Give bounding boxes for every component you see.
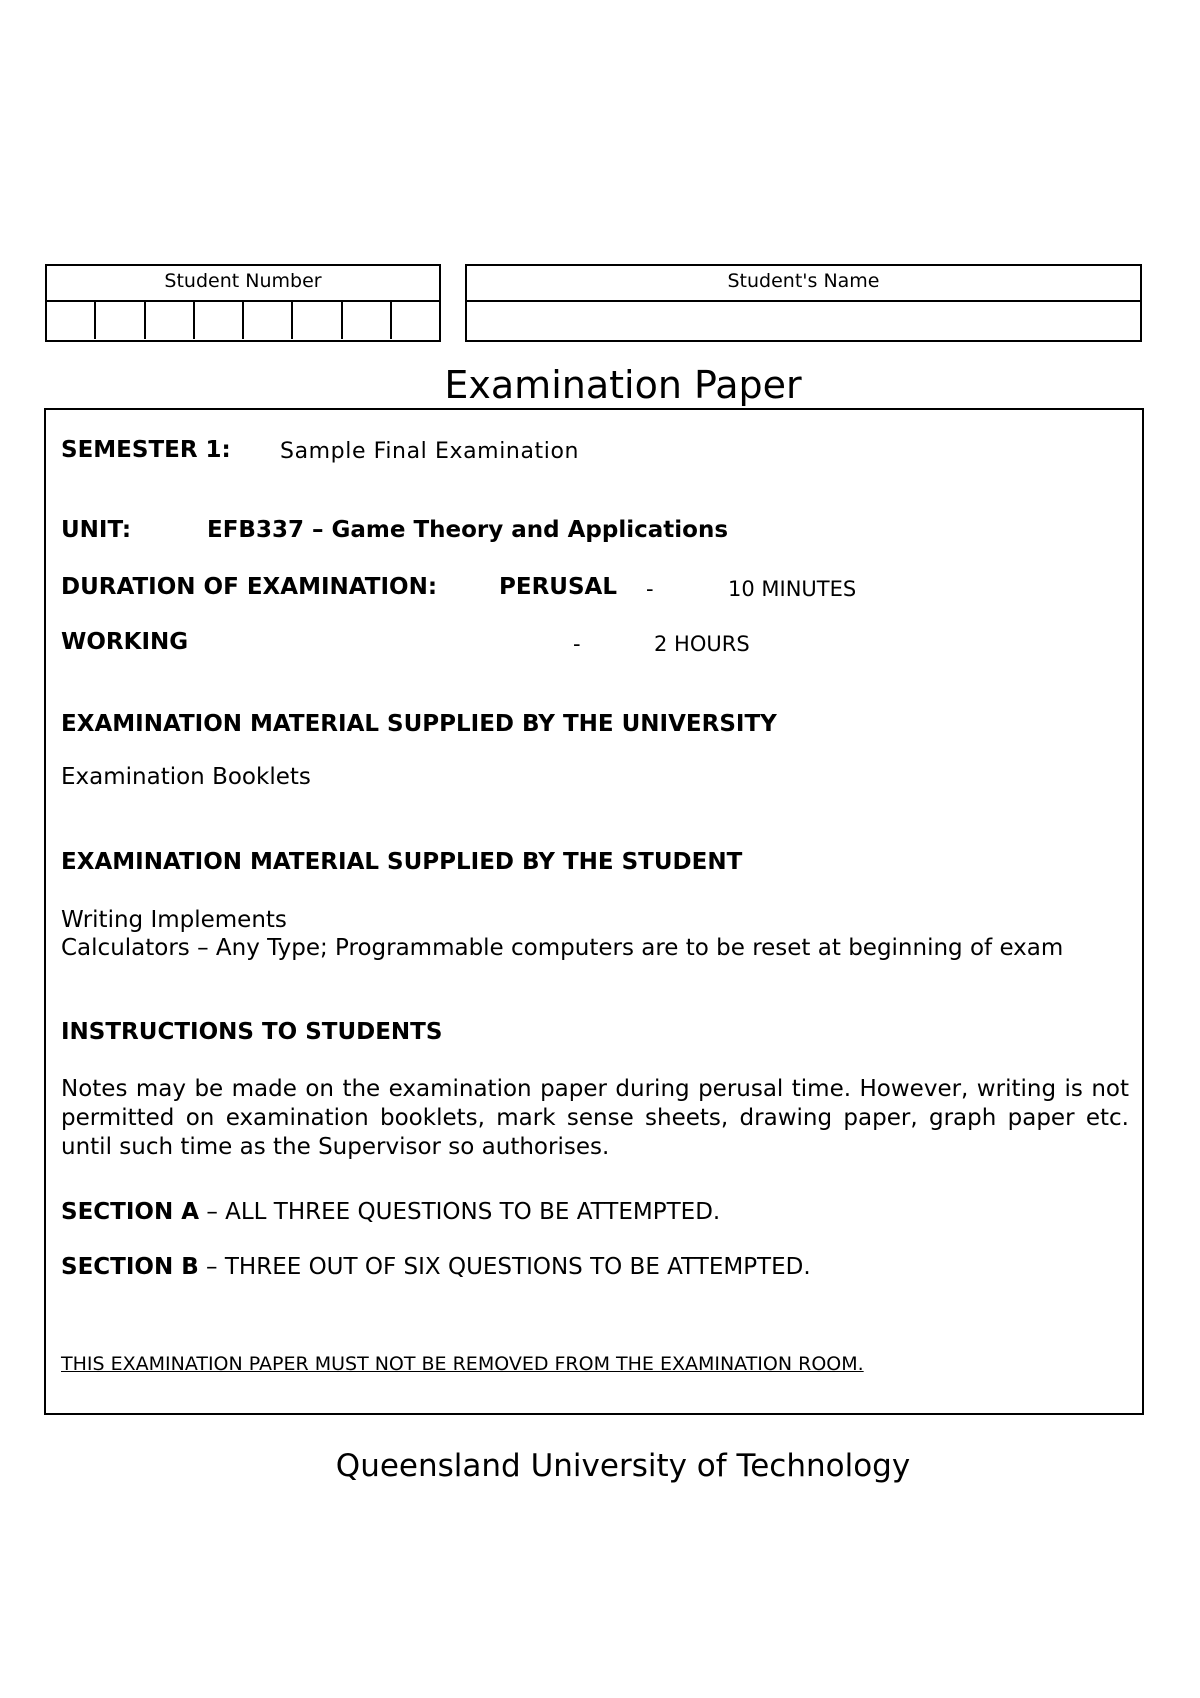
university-material-item: Examination Booklets — [61, 764, 311, 790]
semester-value: Sample Final Examination — [280, 439, 580, 464]
student-material-item: Writing Implements — [61, 907, 287, 933]
student-name-field-row — [467, 302, 1140, 339]
section-b-label: SECTION B — [61, 1254, 199, 1280]
student-number-label: Student Number — [47, 266, 439, 302]
instructions-heading: INSTRUCTIONS TO STUDENTS — [61, 1019, 443, 1045]
student-number-cells — [47, 302, 439, 339]
working-value: 2 HOURS — [654, 632, 750, 656]
student-number-digit-4[interactable] — [195, 302, 244, 339]
student-name-box — [465, 264, 1142, 342]
student-number-box — [45, 264, 441, 342]
semester-row — [61, 436, 231, 464]
working-dash: - — [573, 632, 581, 656]
student-number-digit-6[interactable] — [293, 302, 342, 339]
unit-row — [61, 516, 131, 544]
unit-value: EFB337 – Game Theory and Applications — [207, 517, 729, 543]
unit-label: UNIT: — [61, 517, 132, 543]
student-name-label: Student's Name — [467, 266, 1140, 302]
removal-warning: THIS EXAMINATION PAPER MUST NOT BE REMOVED FROM THE EXAMINATION ROOM. — [61, 1353, 864, 1375]
working-row — [61, 628, 188, 656]
section-a-label: SECTION A — [61, 1199, 200, 1225]
section-b-text: – THREE OUT OF SIX QUESTIONS TO BE ATTEMPTED. — [198, 1254, 811, 1280]
university-materials-heading: EXAMINATION MATERIAL SUPPLIED BY THE UNIVERSITY — [61, 711, 777, 737]
student-number-digit-8[interactable] — [392, 302, 439, 339]
student-material-item: Calculators – Any Type; Programmable computers are to be reset at beginning of exam — [61, 935, 1064, 961]
working-label: WORKING — [61, 629, 189, 655]
duration-row — [61, 573, 437, 601]
semester-label: SEMESTER 1: — [61, 437, 231, 463]
section-b-line — [61, 1253, 811, 1281]
student-name-field[interactable] — [467, 302, 1140, 339]
student-number-digit-5[interactable] — [244, 302, 293, 339]
perusal-dash: - — [646, 577, 654, 601]
perusal-value: 10 MINUTES — [728, 577, 857, 601]
instructions-body: Notes may be made on the examination paper during perusal time. However, writing is not permitted on examination booklets, mark sense sheets, drawing paper, graph paper etc. until such time as the Supervisor so authorises. — [61, 1076, 1129, 1160]
section-a-line — [61, 1198, 720, 1226]
duration-label: DURATION OF EXAMINATION: — [61, 574, 438, 600]
student-number-digit-7[interactable] — [343, 302, 392, 339]
university-name: Queensland University of Technology — [335, 1448, 911, 1484]
section-a-text: – ALL THREE QUESTIONS TO BE ATTEMPTED. — [199, 1199, 721, 1225]
exam-details-box — [44, 408, 1144, 1415]
student-number-digit-3[interactable] — [146, 302, 195, 339]
student-materials-heading: EXAMINATION MATERIAL SUPPLIED BY THE STUDENT — [61, 849, 743, 875]
student-number-digit-2[interactable] — [96, 302, 145, 339]
page-title: Examination Paper — [444, 363, 802, 407]
perusal-label: PERUSAL — [499, 574, 617, 600]
student-number-digit-1[interactable] — [47, 302, 96, 339]
